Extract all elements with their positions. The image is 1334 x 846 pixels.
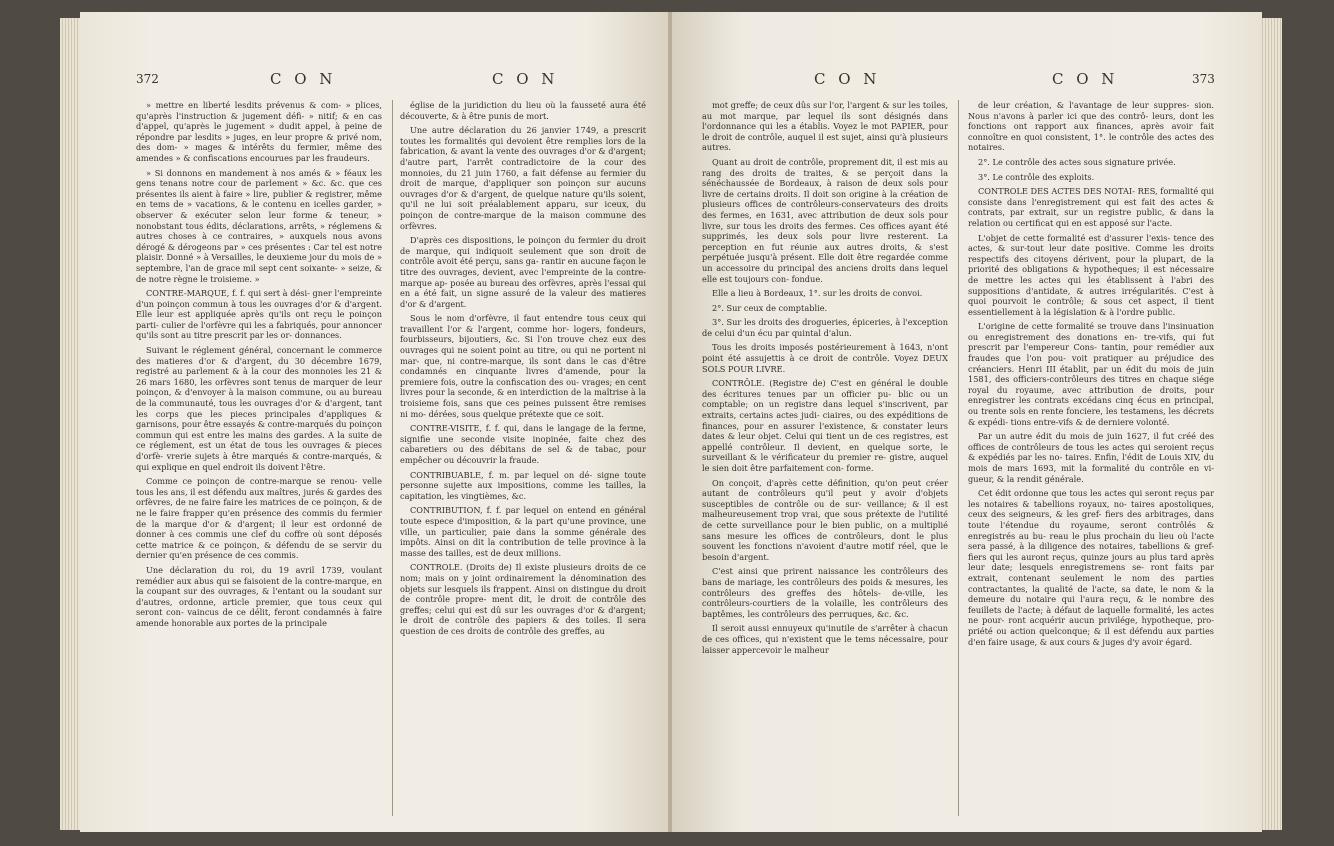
paragraph: Suivant le réglement général, concernant le commerce des matieres d'or & d'argent, du 30 décembre 1679, registré au parlement & à la cour des monnoies les 21 & 26 mars 1680, les orfèvres sont tenus de marquer de leur poinçon, & d'envoyer à la maison commune, ou au bureau de la communauté, tous les ouvrages d'or & d'argent, tant les corps que les pieces principales d'appliques & garnisons, pour être essayés & contre-marqués du poinçon commun qui est entre les mains des gardes. A la suite de ce réglement, est un état de tous les ouvrages & pieces d'orfè- vrerie sujets à être marqués & contre-marqués, & qui explique en quel endroit ils doivent l'être. bbox=[136, 345, 382, 472]
paragraph: CONTRE-MARQUE, f. f. qui sert à dési- gner l'empreinte d'un poinçon commun à tous les ouvrages d'or & d'argent. Elle leur est appliquée après qu'ils ont reçu le poinçon parti- culier de l'orfèvre qui les a fabriqués, pour annoncer qu'ils sont au titre prescrit par les or- donnances. bbox=[136, 288, 382, 341]
paragraph: Quant au droit de contrôle, proprement dit, il est mis au rang des droits de traites, & se perçoit dans la sénéchaussée de Bordeaux, à raison de deux sols pour livre de certains droits. Il doit son origine à la création de plusieurs offices de contrôleurs-conservateurs des droits des fermes, en 1631, avec attribution de deux sols pour livre, sur tous les droits des fermes. Ces offices ayant été supprimés, les deux sols pour livre resterent. La perception en fut réunie aux autres droits, & s'est perpétuée jusqu'à présent. Elle doit être regardée comme un accessoire du principal des anciens droits dans lequel elle est toujours con- fondue. bbox=[702, 156, 948, 284]
paragraph: Sous le nom d'orfèvre, il faut entendre tous ceux qui travaillent l'or & l'argent, comme hor- logers, fondeurs, fourbisseurs, bijoutiers, &c. Si l'on trouve chez eux des ouvrages qui ne soient point au titre, ou qui ne portent ni mar- que, ni contre-marque, ils sont dans le cas d'être condamnés en cinquante livres d'amende, pour la premiere fois, outre la confiscation des ou- vrages; en cent livres pour la seconde, & en interdiction de la maîtrise à la troisieme fois, sans que ces peines puissent être remises ni mo- dérées, sous quelque prétexte que ce soit. bbox=[400, 313, 646, 419]
page-edges-right bbox=[1260, 18, 1282, 830]
paragraph: CONTROLE DES ACTES DES NOTAI- RES, formalité qui consiste dans l'enregistrement qui est fait des actes & contrats, par extrait, sur un registre public, & dans la relation ou certificat qui en est apposé sur l'acte. bbox=[968, 186, 1214, 228]
paragraph: Elle a lieu à Bordeaux, 1°. sur les droits de convoi. bbox=[712, 288, 923, 299]
paragraph: Il seroit aussi ennuyeux qu'inutile de s'arrêter à chacun de ces offices, qui n'existent que le tems nécessaire, pour laisser appercevoir le malheur bbox=[702, 623, 948, 655]
paragraph: D'après ces dispositions, le poinçon du fermier du droit de marque, qui indiquoit seulement que son droit de contrôle avoit été perçu, sans ga- rantir en aucune façon le titre des ouvrages, devient, avec l'empreinte de la contre-marque ap- posée au bureau des orfèvres, après l'essai qui en a été fait, un signe assuré de la valeur des matieres d'or & d'argent. bbox=[400, 235, 646, 309]
paragraph: de leur création, & l'avantage de leur suppres- sion. Nous n'avons à parler ici que des contrô- leurs, dont les fonctions ont rapport aux finances, après avoir fait connoître en quoi consistent, 1°. le contrôle des actes des notaires. bbox=[968, 100, 1214, 153]
paragraph: L'origine de cette formalité se trouve dans l'insinuation ou enregistrement des donations en- tre-vifs, qui fut prescrit par l'empereur Cons- tantin, pour remédier aux fraudes que l'on pou- voit pratiquer au préjudice des créanciers. Henri III établit, par un édit du mois de juin 1581, des officiers-contrôleurs des titres en chaque siége royal du royaume, avec attribution de droits, pour enregistrer les contrats excédans cinq écus en principal, ou trente sols en rente fonciere, les testamens, les décrets & expédi- tions entre-vifs & de derniere volonté. bbox=[968, 321, 1214, 427]
page-number: 373 bbox=[1192, 72, 1215, 86]
paragraph: 3°. Le contrôle des exploits. bbox=[978, 171, 1095, 182]
paragraph: CONTRIBUTION, f. f. par lequel on entend en général toute espece d'imposition, & la part qu'une province, une ville, un particulier, paie dans la somme générale des impôts. Ainsi on dit la contribution de telle province à la masse des tailles, est de deux millions. bbox=[400, 505, 646, 558]
paragraph: CONTRÔLE. (Registre de) C'est en général le double des écritures tenues par un officier pu- blic ou un comptable; on un registre dans lequel s'inscrivent, par extraits, certains actes judi- ciaires, ou des expéditions de finances, pour en assurer l'existence, & constater leurs dates & leur objet. Celui qui tient un de ces registres, est appellé contrôleur. Il devient, en quelque sorte, le surveillant & le vérificateur du premier re- gistre, auquel le sien doit être parfaitement con- forme. bbox=[702, 378, 948, 473]
column-rule bbox=[392, 100, 393, 816]
running-header-right: C O N bbox=[492, 70, 559, 88]
paragraph: Tous les droits imposés postérieurement à 1643, n'ont point été assujettis à ce droit de contrôle. Voyez DEUX SOLS POUR LIVRE. bbox=[702, 342, 948, 374]
paragraph: Une déclaration du roi, du 19 avril 1739, voulant remédier aux abus qui se faisoient de la contre-marque, en la coupant sur des ouvrages, & l'entant ou la soudant sur d'autres, ordonne, article premier, que tous ceux qui seront con- vaincus de ce délit, feront condamnés à faire amende honorable aux portes de la principale bbox=[136, 564, 382, 628]
page-edges-left bbox=[60, 18, 82, 830]
paragraph: » Si donnons en mandement à nos amés & » féaux les gens tenans notre cour de parlement » &c. &c. que ces présentes ils aient à faire » lire, publier & registrer, même en tems de » vacations, & le contenu en icelles garder, » observer & exécuter selon leur forme & teneur, » nonobstant tous édits, déclarations, arrêts, » réglemens & autres choses à ce contraires, » auxquels nous avons dérogé & dérogeons par » ces présentes : Car tel est notre plaisir. Donné » à Versailles, le deuxieme jour du mois de » septembre, l'an de grace mil sept cent soixante- » seize, & de notre règne le troisieme. » bbox=[136, 167, 382, 284]
paragraph: Cet édit ordonne que tous les actes qui seront reçus par les notaires & tabellions royaux, no- taires apostoliques, ceux des seigneurs, & les gref- fiers des arbitrages, dans toute l'étendue du royaume, seront contrôlés & enregistrés au bu- reau le plus prochain du lieu où l'acte sera passé, à la diligence des notaires, tabellions & gref- fiers qui les auront reçus, quinze jours au plus tard après leur date; lesquels enregistremens se- ront faits par extrait, contenant seulement le nom des parties contractantes, la qualité de l'acte, sa date, le nom & la demeure du notaire qui l'aura reçu, & le nombre des feuillets de l'acte; à défaut de laquelle formalité, les actes ne pour- ront acquérir aucun privilége, hypotheque, pro- priété ou action quelconque; & il est défendu aux parties d'en faire usage, & aux cours & juges d'y avoir égard. bbox=[968, 488, 1214, 647]
running-header-left: C O N bbox=[270, 70, 337, 88]
text-column-1 bbox=[136, 100, 382, 820]
paragraph: On conçoit, d'après cette définition, qu'on peut créer autant de contrôleurs qu'il peut y avoir d'objets susceptibles de contrôle ou de sur- veillance; & il est malheureusement trop vrai, que sous prétexte de l'utilité de cette surveillance pour le bien public, on a multiplié sans mesure les offices de contrôleurs, dont le plus souvent les fonctions n'avoient d'autre motif réel, que le besoin d'argent. bbox=[702, 477, 948, 562]
left-page bbox=[80, 12, 670, 832]
column-rule bbox=[958, 100, 959, 816]
running-header-left: C O N bbox=[814, 70, 881, 88]
paragraph: Une autre déclaration du 26 janvier 1749, a prescrit toutes les formalités qui devoient être remplies lors de la fabrication, & avant la vente des ouvrages d'or & d'argent; d'autre part, l'arrêt contradictoire de la cour des monnoies, du 21 juin 1760, a fait défense au fermier du droit de marque, d'appliquer son poinçon sur aucuns ouvrages d'or & d'argent, de quelque nature qu'ils soient, qu'il ne lui soit préalablement apparu, sur iceux, du poinçon de contre-marque de la maison commune des orfèvres. bbox=[400, 125, 646, 231]
text-column-1 bbox=[702, 100, 948, 820]
text-column-2 bbox=[400, 100, 646, 820]
paragraph: CONTROLE. (Droits de) Il existe plusieurs droits de ce nom; mais on y joint ordinairement la dénomination des objets sur lesquels ils frappent. Ainsi on distingue du droit de contrôle propre- ment dit, le droit de contrôle des greffes; celui qui est dû sur les ouvrages d'or & d'argent; le droit de contrôle des papiers & des toiles. Il sera question de ces droits de contrôle des greffes, au bbox=[400, 562, 646, 636]
paragraph: L'objet de cette formalité est d'assurer l'exis- tence des actes, & sur-tout leur date positive. Comme les droits respectifs des citoyens dérivent, pour la plupart, de la priorité des obligations & hypotheques; il est nécessaire de mettre les actes qui les établissent à l'abri des suppositions d'antidate, & autres irrégularités. C'est à quoi pourvoit le contrôle; & sous cet aspect, il tient essentiellement à la législation & à l'ordre public. bbox=[968, 232, 1214, 317]
paragraph: 2°. Le contrôle des actes sous signature privée. bbox=[978, 156, 1176, 167]
text-column-2 bbox=[968, 100, 1214, 820]
open-book bbox=[60, 6, 1282, 836]
right-page bbox=[672, 12, 1262, 832]
running-header-right: C O N bbox=[1052, 70, 1119, 88]
paragraph: CONTRIBUABLE, f. m. par lequel on dé- signe toute personne sujette aux impositions, comme les tailles, la capitation, les vingtièmes, &c. bbox=[400, 469, 646, 501]
paragraph: CONTRE-VISITE, f. f. qui, dans le langage de la ferme, signifie une seconde visite inopinée, faite chez des cabaretiers ou des débitans de sel & de tabac, pour empêcher ou découvrir la fraude. bbox=[400, 423, 646, 465]
paragraph: église de la juridiction du lieu où la fausseté aura été découverte, & à être punis de mort. bbox=[400, 100, 646, 121]
paragraph: C'est ainsi que prirent naissance les contrôleurs des bans de mariage, les contrôleurs des poids & mesures, les contrôleurs des greffes des hôtels- de-ville, les contrôleurs-courtiers de la volaille, les contrôleurs des baptêmes, les contrôleurs des perruques, &c. &c. bbox=[702, 566, 948, 619]
paragraph: Comme ce poinçon de contre-marque se renou- velle tous les ans, il est défendu aux maîtres, jurés & gardes des orfèvres, de ne faire faire les matrices de ce poinçon, & de ne le faire frapper qu'en présence des commis du fermier de la marque d'or & d'argent; il leur est ordonné de donner à ces commis une clef du coffre où sont déposés cette matrice & ce poinçon, & défendu de se servir du dernier qu'en présence de ces commis. bbox=[136, 476, 382, 561]
paragraph: Par un autre édit du mois de juin 1627, il fut créé des offices de contrôleurs de tous les actes qui seroient reçus & expédiés par les no- taires. Enfin, l'édit de Louis XIV, du mois de mars 1693, mit la formalité du contrôle en vi- gueur, & la rendit générale. bbox=[968, 431, 1214, 484]
paragraph: mot greffe; de ceux dûs sur l'or, l'argent & sur les toiles, au mot marque, par lequel ils sont désignés dans l'ordonnance qui les a établis. Voyez le mot PAPIER, pour le droit de contrôle, auquel il est sujet, ainsi qu'à plusieurs autres. bbox=[702, 100, 948, 153]
paragraph: » mettre en liberté lesdits prévenus & com- » plices, qu'après l'instruction & jugement défi- » nitif; & en cas d'appel, qu'après le jugement » dudit appel, à peine de répondre par lesdits » juges, en leur propre & privé nom, des dom- » mages & intérêts du fermier, même des amendes » & confiscations encourues par les fraudeurs. bbox=[136, 100, 382, 163]
paragraph: 3°. Sur les droits des drogueries, épiceries, à l'exception de celui d'un écu par quintal d'alun. bbox=[702, 317, 948, 338]
page-number: 372 bbox=[136, 72, 159, 86]
paragraph: 2°. Sur ceux de comptablie. bbox=[712, 302, 828, 313]
